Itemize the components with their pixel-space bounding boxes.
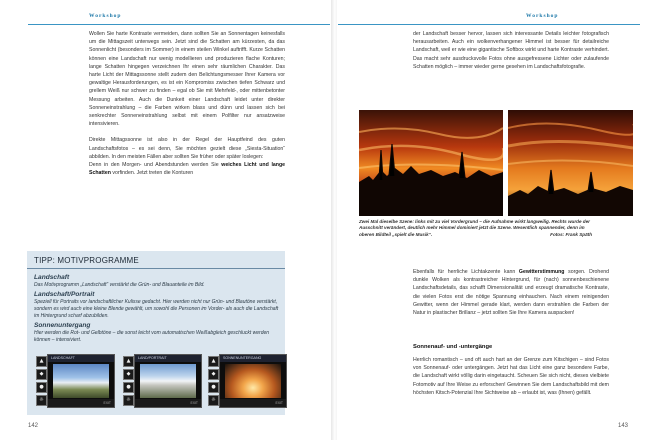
left-intro-paragraph: Wollen Sie harte Kontraste vermeiden, dann sollten Sie an Sonnentagen keinesfalls um die Mittagszeit unterwegs sein. Jetzt sind die Schatten am kürzesten, da das Sonnenlicht (besonders im Sommer) in einem steilen Winkel auftrifft. Kurze Schatten können eine Landschaft nur wenig modellieren und produzieren flache Konturen; lange Schatten hingegen verzeichnen Ihr einen sehr räumlichen Charakter. Das harte Licht der Mittagssonne stellt zudem den Belichtungsmesser Ihrer Kamera vor gewaltige Herausforderungen, es ist ein Kompromiss zwischen tiefen Schwarz und grellem Weiß nur schwer zu finden – egal ob Sie mit Mehrfeld-, oder mittenbetonter Messung arbeiten. Auch die Dunkeit einer Landschaft leidet unter direkter Sonneneinstrahlung – die Farben wirken blass und dünn und lassen sich bei senkrechter Sonneneinstrahlung selbst mit einem Polfilter nur ansatzweise intensivieren. — [89, 31, 285, 128]
camera-mode-icon: ☼ — [36, 395, 47, 406]
photo-caption — [359, 219, 592, 238]
photo-caption-text: Zwei Mal dieselbe Szene: links mit zu viel Vordergrund – die Aufnahme wirkt langweilig. Rechts wurde der Ausschnitt verändert, deutlich mehr Himmel dominiert jetzt die Szene. Wesentlich spannender, denn im oberen Bildteil „spielt die Musik“. — [359, 219, 590, 237]
tip-text-sonnenuntergang: Hier werden die Rot- und Gelbtöne – die sonst leicht vom automatischen Weißabgleich geschluckt werden können – intensiviert. — [34, 329, 270, 343]
right-top-paragraph: der Landschaft besser hervor, lassen sich interessante Details leichter fotografisch herausarbeiten. Auch ein wolkenverhangener Himmel ist besser für detailreiche Landschaft, weil er wie eine gigantische Softbox wirkt und harte Kontraste verhindert. Das macht sehr ausdrucksvolle Fotos ohne ausgefressene Lichter oder zulaufende Schatten möglich – immer wieder gerne gesehen im Landschaftsfotografie. — [413, 31, 609, 70]
left-header-rule — [28, 24, 330, 25]
left-paragraph-2: Direkte Mittagssonne ist also in der Regel der Hauptfeind des guten Landschaftsfotos – es sei denn, Sie möchten gezielt diese „Siesta-Situation“ abbilden. In den meisten Fällen aber sollten Sie früher oder später loslegen: — [89, 137, 285, 160]
left-paragraph-3 — [89, 161, 285, 177]
right-header-rule — [338, 24, 640, 25]
camera-screen-footer: EXIT — [48, 399, 114, 407]
camera-mode-icon: ☼ — [208, 395, 219, 406]
section-subheading: Sonnenauf- und -untergänge — [413, 344, 493, 350]
camera-screen-landschaft — [47, 354, 115, 408]
sunset-photo-right-image — [508, 110, 633, 216]
camera-mode-icon: ◆ — [208, 369, 219, 380]
camera-mode-icon: ● — [123, 382, 134, 393]
camera-screen-label: SONNENUNTERGANG — [220, 355, 286, 362]
right-closing-paragraph: Herrlich romantisch – und oft auch hart an der Grenze zum Kitschigen – sind Fotos von Sonnenauf- oder untergängen. Jetzt hat das Licht eine ganz besondere Farbe, die Landschaft wirkt völlig darin eingetaucht. Scheuen Sie sich nicht, dieses vielbiete Fotomotiv auf Ihre Weise zu erforschen! Gewinnen Sie dem Landschaftsbild mit dem höchsten Kitsch-Potenzial Ihre Sichtweise ab – erlaubt ist, was (Ihnen) gefällt. — [413, 357, 609, 396]
left-page-number: 142 — [28, 423, 39, 429]
left-paragraph-3-end: vorfinden. Jetzt treten die Konturen — [112, 170, 194, 177]
camera-mode-icon: ● — [208, 382, 219, 393]
right-para-bold: Gewitterstimmung — [518, 269, 565, 275]
camera-screen-footer: EXIT — [220, 399, 286, 407]
tip-heading-landschaft-portrait: Landschaft/Portrait — [34, 290, 95, 298]
tip-heading-sonnenuntergang: Sonnenuntergang — [34, 321, 91, 329]
tip-text-landschaft: Das Motivprogramm „Landschaft“ verstärkt die Grün- und Blauanteile im Bild. — [34, 282, 205, 288]
camera-mode-icons-1 — [36, 356, 46, 406]
camera-screen-land-portrait — [134, 354, 202, 408]
camera-screen-label: LAND/PORTRAIT — [135, 355, 201, 362]
camera-screen-footer: EXIT — [135, 399, 201, 407]
tip-title-rule — [27, 268, 285, 269]
camera-mode-icon: ● — [36, 382, 47, 393]
camera-mode-icon: ◆ — [36, 369, 47, 380]
sunset-photo-right — [508, 110, 633, 216]
camera-mode-icon: ▲ — [208, 356, 219, 367]
tip-heading-landschaft: Landschaft — [34, 274, 70, 281]
right-gewitter-paragraph — [413, 268, 609, 317]
landscape-thumbnail — [53, 364, 109, 398]
sunset-photo-left-image — [359, 110, 503, 216]
left-paragraph-3-bold: weiches Licht und lange Schatten — [89, 162, 285, 177]
left-text-column — [89, 30, 285, 185]
left-paragraph-3-start: Denn in den Morgen- und Abendstunden werden Sie — [89, 162, 219, 169]
camera-mode-icon: ▲ — [36, 356, 47, 367]
tip-title: TIPP: MOTIVPROGRAMME — [34, 256, 139, 265]
photo-credit: Fotos: Frank Späth — [550, 231, 592, 237]
camera-screen-label: LANDSCHAFT — [48, 355, 114, 362]
right-page-number: 143 — [618, 423, 629, 429]
tip-text-landschaft-portrait: Speziell für Portraits vor landschaftlicher Kulisse gedacht. Hier werden nicht nur Grün- und Blautöne verstärkt, sondern es wird auch eine kleine Blende gewählt, um sowohl die Personen im Vorder- als auch die Landschaft im Hintergrund scharf abzubilden. — [34, 298, 279, 319]
sunset-photo-left — [359, 110, 503, 216]
tip-body — [34, 272, 280, 343]
camera-mode-icon: ☼ — [123, 395, 134, 406]
right-para-body: sorgen. Drohend dunkle Wolken als kontrastreicher Hintergrund, für (nach) sonnenbeschienene Landschaftsdetails, das schafft Dimensionalität und erzeugt dramatische Kontraste, die vielen Fotos erst die nötige Spannung einhauchen. Nach einem reinigenden Gewitter, wenn der Himmel gerade klart, werden dann erstrahlen die Farben der Natur in plastischer Brillanz – jetzt sollten Sie Ihre Kamera auspacken! — [413, 269, 609, 317]
landscape-portrait-thumbnail — [140, 364, 196, 398]
right-running-head: Workshop — [526, 13, 559, 19]
right-para-start: Ebenfalls für herrliche Lichtakzente kann — [413, 269, 516, 275]
camera-screen-sonnenuntergang — [219, 354, 287, 408]
left-running-head: Workshop — [89, 13, 122, 19]
camera-mode-icons-2 — [123, 356, 133, 406]
camera-mode-icons-3 — [208, 356, 218, 406]
book-gutter — [331, 0, 337, 440]
camera-mode-icon: ▲ — [123, 356, 134, 367]
sunset-thumbnail — [225, 364, 281, 398]
camera-mode-icon: ◆ — [123, 369, 134, 380]
